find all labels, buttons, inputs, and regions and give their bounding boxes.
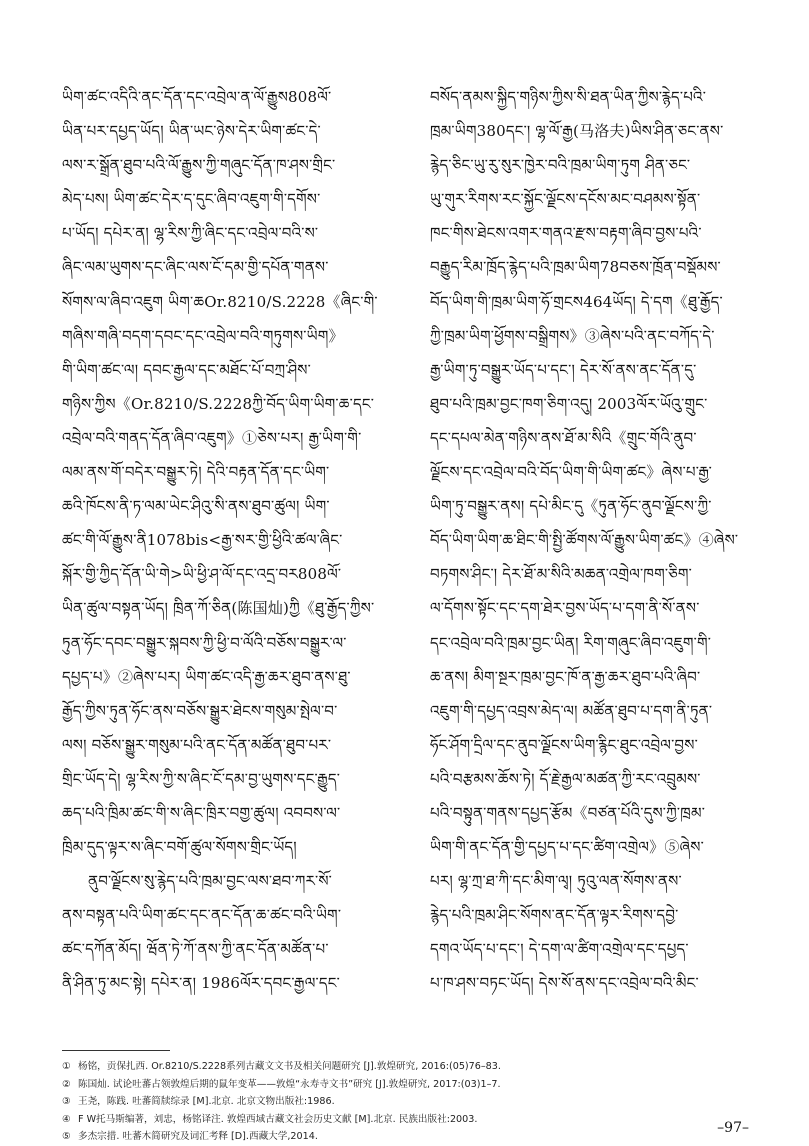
text-line: ཀྱི་ཁྲམ་ཡིག་ཕྱོགས་བསྒྲིགས》③ཞེས་པའི་ནང་བཀོད་དེ་ [430, 326, 715, 345]
text-line: གི་ཡིག་ཚང་ལ། དབང་རྒྱལ་དང་མཐོང་པོ་བཀྲ་ཤིས་ [62, 360, 311, 379]
text-line: བོད་ཡིག་གི་ཁྲམ་ཡིག་ཧོ་གྲངས464ཡོད། དེ་དག《ཐུ་རྒྱོད་ [430, 292, 723, 311]
footnote-text: 陈国灿. 试论吐蕃占领敦煌后期的鼠年变革——敦煌“永寿寺文书”研究 [J].敦煌研究, 2017:(03)1–7. [78, 1078, 501, 1090]
text-line: དགའ་ཡོད་པ་དང་། དེ་དག་ལ་ཚིག་འགྲེལ་དང་དཔྱད་ [430, 940, 689, 959]
text-line: ནས་བསྟན་པའི་ཡིག་ཚང་དང་ནང་དོན་ཆ་ཚང་བའི་ཡིག་ [62, 906, 342, 925]
text-line: གཞིས་གཞི་བདག་དབང་དང་འབྲེལ་བའི་གཏུགས་ཡིག》 [62, 326, 344, 345]
text-line: ལས། བཅོས་སྒྱུར་གསུམ་པའི་ནང་དོན་མཚོན་ཐུབ་པར་ [62, 735, 332, 754]
text-line: ཚང་དཀོན་མོད། ཝོན་ཏེ་ཀོ་ནས་ཀྱི་ནང་དོན་མཚོན་པ་ [62, 940, 329, 959]
text-line: པའི་བསྟུན་གནས་དཔྱད་རྩོམ《བཙན་པོའི་དུས་ཀྱི་ཁྲམ་ [430, 803, 706, 822]
text-line: དཔྱད་པ》②ཞེས་པར། ཡིག་ཚང་འདི་རྒྱ་ཆར་ཐུབ་ནས་ཐུ་ [62, 667, 351, 686]
footnote-text: F W托马斯编著，刘忠，杨铭译注. 敦煌西域古藏文社会历史文献 [M].北京. 民族出版社:2003. [78, 1113, 478, 1125]
text-line: སྐོར་གྱི་ཀྱིད་དོན་ཡི་གེ>ཡི་ཕྱི་ཤ་ལོ་དང་འདྲ་བར808ལོ་ [62, 565, 342, 584]
text-line: རྒྱོད་ཀྱིས་ཏུན་ཧོང་ནས་བཅོས་སྒྱུར་ཐེངས་གསུམ་སྤེལ་བ་ [62, 701, 338, 720]
text-line: གྲིང་ཡོད་དེ། ལྷ་རིས་ཀྱི་ས་ཞིང་ངོ་དམ་བྱ་ཡུགས་དང་རྒྱུད་ [62, 769, 341, 788]
text-line: མེད་པས། ཡིག་ཚང་དེར་ད་དུང་ཞིབ་འཇུག་གི་དགོས་ [62, 190, 321, 209]
text-line: འབྲེལ་བའི་གནད་དོན་ཞིབ་འཇུག》①ཅེས་པར། རྒྱ་ཡིག་གི་ [62, 428, 362, 447]
text-line: ཞིང་ལམ་ཡུགས་དང་ཞིང་ལས་ངོ་དམ་གྱི་དཔོན་གནས་ [62, 258, 329, 277]
text-line: འཇུག་གི་དཔྱད་འབྲས་མེད་ལ། མཚོན་ཐུབ་པ་དག་ནི་ཏུན་ [430, 701, 713, 720]
text-line: དང་འབྲེལ་བའི་ཁྲམ་བྱང་ཡིན། རིག་གཞུང་ཞིབ་འཇུག་གི་ [430, 633, 712, 652]
footnote-text: 王尧，陈践. 吐蕃简牍综录 [M].北京. 北京文物出版社:1986. [78, 1096, 335, 1108]
footnote-rule [62, 1050, 170, 1051]
text-line: ལམ་ནས་གོ་བདེར་བསྒྱུར་ཏེ། དེའི་བརྟན་དོན་དང་ཡིག་ [62, 463, 330, 482]
text-line: བསོད་ནམས་སྐྱིད་གཉིས་ཀྱིས་སི་ཐན་ཡིན་ཀྱིས་རྙེད་པའི་ [430, 88, 707, 106]
text-line: རྙེད་ཅིང་ཡུ་རུ་སུར་ཁྱེར་བའི་ཁྲམ་ཡིག་ཏུག ཤིན་ཅང་ [430, 156, 691, 175]
text-line: ཁང་གིས་ཐེངས་འགར་གནའ་རྫས་བརྟག་ཞིབ་བྱས་པའི་ [430, 224, 702, 243]
left-column [62, 80, 380, 1001]
text-line: ཡིན་པར་དཔྱད་ཡོད། ཡིན་ཡང་ཉེས་དེར་ཡིག་ཚང་དེ་ [62, 122, 321, 141]
text-line: པ་ཡོད། དཔེར་ན། ལྷ་རིས་ཀྱི་ཞིང་དང་འབྲེལ་བའི་ས་ [62, 224, 319, 243]
text-line: ནུབ་ལྗོངས་སུ་རྙེད་པའི་ཁྲམ་བྱང་ལས་ཐབ་ཀར་སོ་ [88, 872, 333, 891]
text-line: ཁྲམ་ཡིག380དང་། ལྷ་ལོ་རྒྱ(马洛夫)ཡིས་ཤིན་ཅང་ནས་ [430, 122, 724, 141]
page-number: –97– [717, 1120, 749, 1136]
footnote [62, 1093, 752, 1111]
footnote-text: 杨铭，贡保扎西. Or.8210/S.2228系列古藏文文书及相关问题研究 [J].敦煌研究, 2016:(05)76–83. [78, 1061, 501, 1072]
text-line: པ་ཁ་ཤས་བཏང་ཡོད། དེས་སོ་ནས་དང་འབྲེལ་བའི་མིང་ [430, 974, 699, 993]
footnote-number: ③ [62, 1096, 71, 1108]
text-line: བཏགས་ཤིང་། དེར་ཐོ་མ་སིའི་མཆན་འགྲེལ་ཁག་ཅིག་ [430, 565, 693, 584]
text-line: རྙེད་པའི་ཁྲམ་ཤིང་སོགས་ནང་དོན་ལྟར་རིགས་དབྱེ་ [430, 906, 679, 925]
text-line: བརྒྱུད་རིམ་ཁྲོད་རྙེད་པའི་ཁྲམ་ཡིག78བཅས་ཁྲོན་བསྡོམས་ [430, 258, 721, 277]
text-line: ཡིག་ཚང་འདིའི་ནང་དོན་དང་འབྲེལ་ན་ལོ་རྒྱུས808ལོ་ [62, 88, 332, 106]
text-line: ཆའི་ཁོངས་ནི་ཏ་ལམ་ཡེང་ཤིའུ་སི་ནས་ཐུབ་ཚུལ། ཡིག་ [62, 497, 330, 516]
footnote-number: ② [62, 1078, 71, 1090]
text-line: ལ་དོགས་སྟོང་དང་དག་ཐེར་བྱས་ཡོད་པ་དག་ནི་སོ་ནས་ [430, 599, 700, 618]
text-line: ཡིག་གི་ནང་དོན་གྱི་དཔྱད་པ་དང་ཚིག་འགྲེལ》⑤ཞེས་ [430, 838, 704, 857]
text-line: ལྗོངས་དང་འབྲེལ་བའི་བོད་ཡིག་གི་ཡིག་ཚང》ཞེས་པ་རྒྱ་ [430, 463, 712, 482]
footnotes [62, 1058, 752, 1146]
text-line: སོགས་ལ་ཞིབ་འཇུག ཡིག་ཆOr.8210/S.2228《ཞིང་གི་ [62, 292, 378, 311]
text-line: ལས་ར་སྒྲོན་ཐུབ་པའི་ལོ་རྒྱུས་ཀྱི་གཞུང་དོན་ཁ་ཤས་གྲིང་ [62, 156, 336, 175]
right-column [430, 80, 748, 1001]
text-line: ཐུབ་པའི་ཁྲམ་བྱང་ཁག་ཅིག་འདུ། 2003ལོར་ཡོའུ་གྲུང་ [430, 394, 708, 413]
footnote [62, 1058, 752, 1076]
text-line: པར། ལྷ་ཀྲ་ཐ་ཀི་དང་མིག་ལྭ། ཏུའུ་ལན་སོགས་ནས་ [430, 872, 682, 891]
text-line: ཏུན་ཧོང་དབང་བསྒྱུར་སྐབས་ཀྱི་ཕྱི་བ་ལོའི་བཅོས་བསྒྱུར་ལ་ [62, 633, 347, 652]
text-line: པའི་བརྩམས་ཆོས་ཏེ། དོ་རྗེ་རྒྱལ་མཚན་ཀྱི་རང་འབྲུམས་ [430, 769, 701, 788]
footnote-number: ⑤ [62, 1131, 71, 1143]
text-line: ཡུ་གུར་རིགས་རང་སྐྱོང་ལྗོངས་དངོས་མང་བཤམས་སྟོན་ [430, 190, 701, 209]
text-line: དང་དཔལ་མེན་གཉིས་ནས་ཐོ་མ་སིའི《གྲུང་གོའི་ནུབ་ [430, 428, 697, 447]
text-line: ཁྲིམ་དུད་ལྟར་ས་ཞིང་བགོ་ཚུལ་སོགས་གྲིང་ཡོད། [62, 838, 297, 857]
footnote-text: 多杰宗措. 吐蕃木简研究及词汇考释 [D].西藏大学,2014. [78, 1131, 318, 1143]
footnote [62, 1076, 752, 1094]
text-line: ཆད་པའི་ཁྲིམ་ཚང་གི་ས་ཞིང་ཁྲིར་བགྱ་ཚུལ། འབབས་ལ་ [62, 803, 341, 822]
text-line: རྒྱ་ཡིག་ཏུ་བསྒྱུར་ཡོད་པ་དང་། དེར་སོ་ནས་ནང་དོན་དུ་ [430, 360, 697, 379]
text-line: ཚང་གི་ལོ་རྒྱུས་ནི1078bis<རྒྱ་སར་གྱི་ཕྱིའི་ཚལ་ཞིང་ [62, 531, 343, 550]
text-line: གཉིས་ཀྱིས《Or.8210/S.2228ཀྱི་བོད་ཡིག་ཡིག་ཆ་དང་ [62, 394, 375, 413]
text-line: ནི་ཤིན་ཏུ་མང་སྟེ། དཔེར་ན། 1986ལོར་དབང་རྒྱལ་དང་ [62, 974, 340, 993]
footnote [62, 1111, 752, 1129]
text-line: བོད་ཡིག་ཡིག་ཆ་ཐིང་གི་སྤྱི་ཚོགས་ལོ་རྒྱུས་ཡིག་ཚང》④ཞེས་ [430, 531, 739, 550]
text-line: ཡིན་ཚུལ་བསྟན་ཡོད། ཁྲིན་ཀོ་ཅིན(陈国灿)ཀྱི《ཐུ་རྒྱོད་ཀྱིས་ [62, 599, 375, 618]
text-line: ཆ་ནས། མིག་སྔར་ཁྲམ་བྱང་ཁོ་ན་རྒྱ་ཆར་ཐུབ་པའི་ཞིབ་ [430, 667, 701, 686]
footnote-number: ④ [62, 1113, 71, 1125]
footnote-number: ① [62, 1061, 71, 1072]
footnote [62, 1128, 752, 1146]
text-line: ཡིག་ཏུ་བསྒྱུར་ནས། དཔེ་མིང་དུ《ཏུན་ཧོང་ནུབ་ལྗོངས་ཀྱི་ [430, 497, 712, 516]
text-line: ཧོང་ཤོག་དྲིལ་དང་ནུབ་ལྗོངས་ཡིག་རྙིང་ཐུང་འབྲེལ་བྱས་ [430, 735, 698, 754]
